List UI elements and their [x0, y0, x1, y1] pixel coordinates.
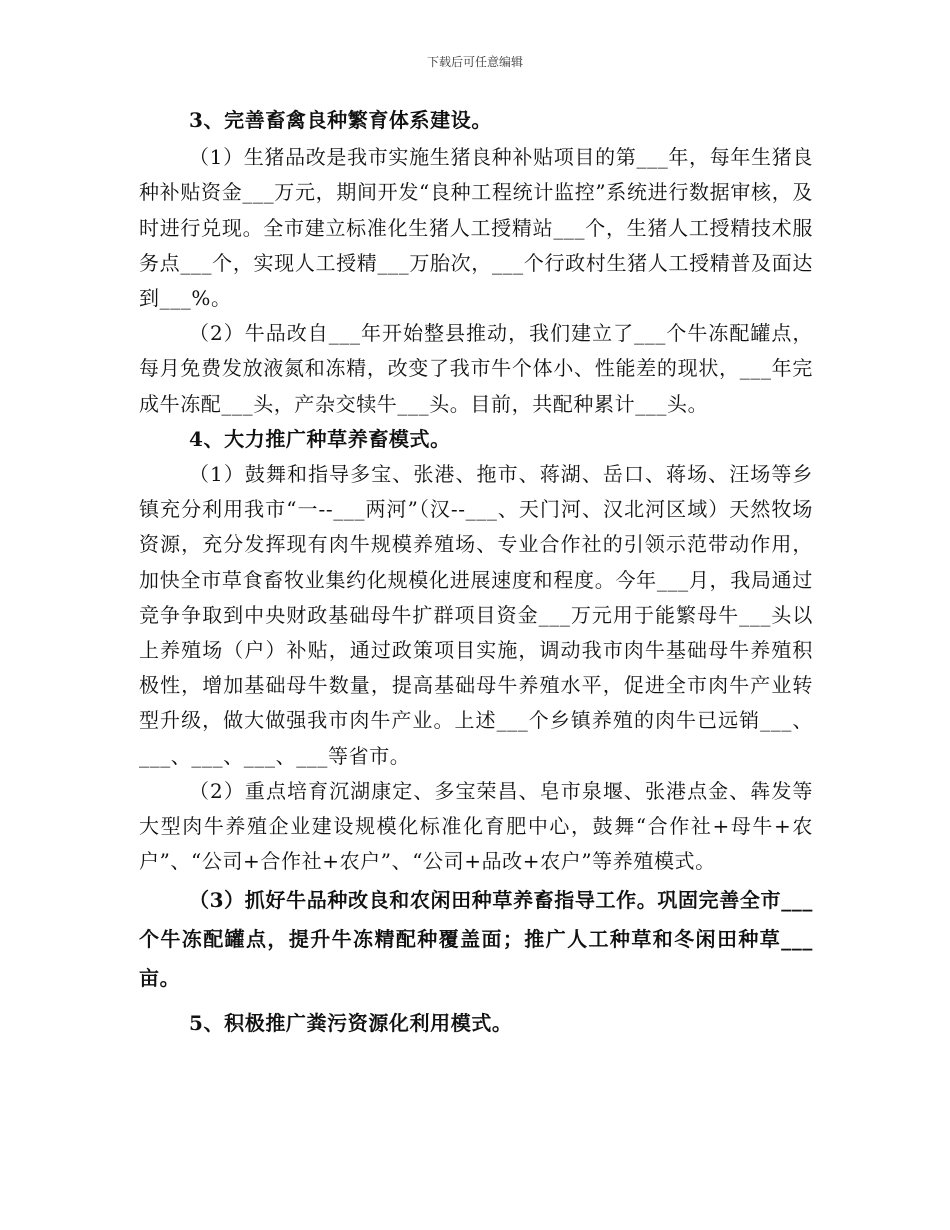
- section-3-paragraph-2: （2）牛品改自___年开始整县推动，我们建立了___个牛冻配罐点，每月免费发放液氮和冻精，改变了我市牛个体小、性能差的现状，___年完成牛冻配___头，产杂交犊牛___头。目前，共配种累计___头。: [139, 321, 813, 416]
- section-4-paragraph-1: （1）鼓舞和指导多宝、张港、拖市、蒋湖、岳口、蒋场、汪场等乡镇充分利用我市“一--___两河”（汉--___、天门河、汉北河区域）天然牧场资源，充分发挥现有肉牛规模养殖场、专业合作社的引领示范带动作用，加快全市草食畜牧业集约化规模化进展速度和程度。今年___月，我局通过竞争争取到中央财政基础母牛扩群项目资金___万元用于能繁母牛___头以上养殖场（户）补贴，通过政策项目实施，调动我市肉牛基础母牛养殖积极性，增加基础母牛数量，提高基础母牛养殖水平，促进全市肉牛产业转型升级，做大做强我市肉牛产业。上述___个乡镇养殖的肉牛已远销___、___、___、___、___等省市。: [139, 462, 813, 768]
- section-4-paragraph-3: （3）抓好牛品种改良和农闲田种草养畜指导工作。巩固完善全市___个牛冻配罐点，提升牛冻精配种覆盖面；推广人工种草和冬闲田种草___亩。: [139, 888, 813, 991]
- page-header: 下载后可任意编辑: [426, 55, 523, 69]
- section-3-paragraph-1: （1）生猪品改是我市实施生猪良种补贴项目的第___年，每年生猪良种补贴资金___万元，期间开发“良种工程统计监控”系统进行数据审核，及时进行兑现。全市建立标准化生猪人工授精站___个，生猪人工授精技术服务点___个，实现人工授精___万胎次，___个行政村生猪人工授精普及面达到___%。: [139, 145, 813, 311]
- section-3-heading: 3、完善畜禽良种繁育体系建设。: [189, 108, 492, 132]
- section-5-heading: 5、积极推广粪污资源化利用模式。: [189, 1011, 513, 1036]
- section-4-paragraph-2: （2）重点培育沉湖康定、多宝荣昌、皂市泉堰、张港点金、犇发等大型肉牛养殖企业建设规模化标准化育肥中心，鼓舞“合作社+母牛+农户”、“公司+合作社+农户”、“公司+品改+农户”等养殖模式。: [139, 778, 813, 874]
- section-4-heading: 4、大力推广种草养畜模式。: [189, 426, 451, 451]
- document-body: [139, 103, 813, 1042]
